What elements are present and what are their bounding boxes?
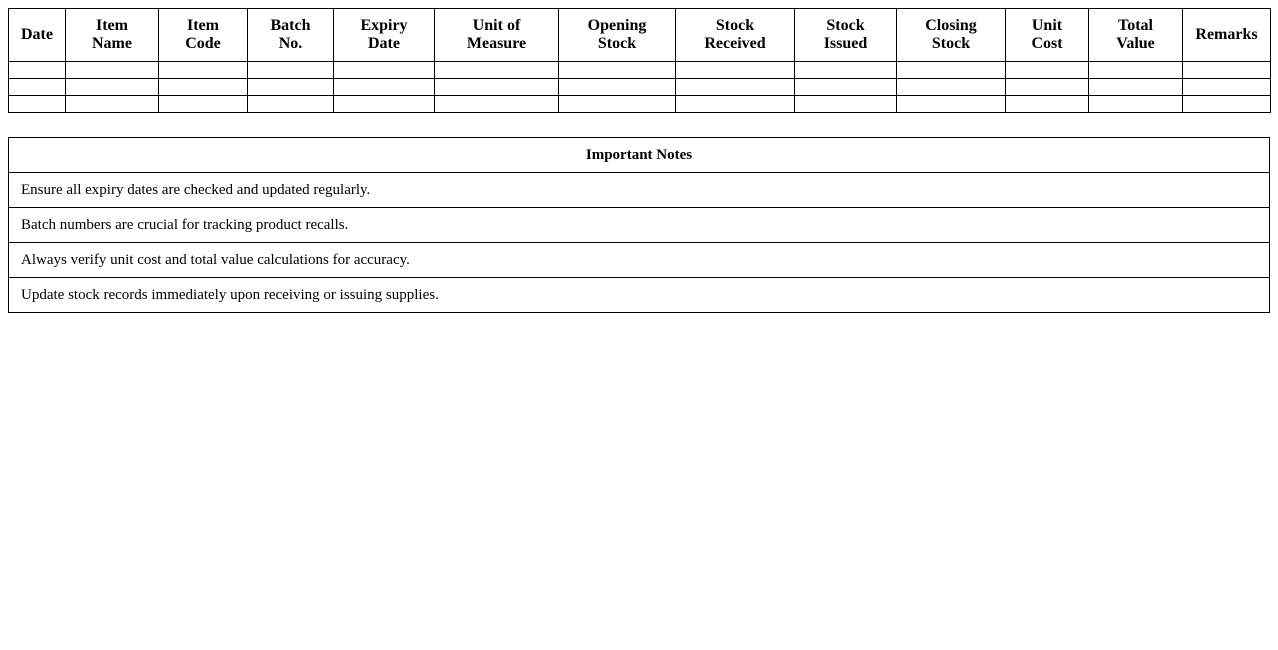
table-row <box>9 62 1271 79</box>
table-cell <box>248 79 334 96</box>
table-cell <box>66 62 159 79</box>
table-cell <box>1006 96 1089 113</box>
note-text: Ensure all expiry dates are checked and updated regularly. <box>9 173 1270 208</box>
table-cell <box>9 79 66 96</box>
table-cell <box>795 96 897 113</box>
table-cell <box>1183 62 1271 79</box>
note-text: Batch numbers are crucial for tracking product recalls. <box>9 208 1270 243</box>
header-date: Date <box>9 9 66 62</box>
table-cell <box>559 62 676 79</box>
header-closing-stock: Closing Stock <box>897 9 1006 62</box>
table-cell <box>435 96 559 113</box>
note-row <box>9 243 1270 278</box>
important-notes-table <box>8 137 1270 313</box>
table-cell <box>1006 79 1089 96</box>
table-cell <box>159 79 248 96</box>
note-text: Update stock records immediately upon receiving or issuing supplies. <box>9 278 1270 313</box>
header-row <box>9 9 1271 62</box>
note-row <box>9 278 1270 313</box>
table-cell <box>435 62 559 79</box>
table-cell <box>897 62 1006 79</box>
header-stock-issued: Stock Issued <box>795 9 897 62</box>
header-unit-of-measure: Unit of Measure <box>435 9 559 62</box>
table-cell <box>676 96 795 113</box>
table-cell <box>248 96 334 113</box>
table-cell <box>1089 79 1183 96</box>
table-cell <box>559 79 676 96</box>
header-opening-stock: Opening Stock <box>559 9 676 62</box>
header-item-code: Item Code <box>159 9 248 62</box>
note-row <box>9 208 1270 243</box>
table-cell <box>897 96 1006 113</box>
table-cell <box>795 79 897 96</box>
table-cell <box>334 62 435 79</box>
table-cell <box>1183 79 1271 96</box>
table-cell <box>559 96 676 113</box>
table-cell <box>159 62 248 79</box>
note-row <box>9 173 1270 208</box>
table-cell <box>676 62 795 79</box>
table-cell <box>1183 96 1271 113</box>
header-batch-no: Batch No. <box>248 9 334 62</box>
table-cell <box>9 62 66 79</box>
stock-table-body <box>9 62 1271 113</box>
table-cell <box>248 62 334 79</box>
table-cell <box>159 96 248 113</box>
table-cell <box>435 79 559 96</box>
table-cell <box>66 79 159 96</box>
table-row <box>9 96 1271 113</box>
table-cell <box>1089 62 1183 79</box>
header-stock-received: Stock Received <box>676 9 795 62</box>
header-total-value: Total Value <box>1089 9 1183 62</box>
header-remarks: Remarks <box>1183 9 1271 62</box>
table-cell <box>676 79 795 96</box>
note-text: Always verify unit cost and total value calculations for accuracy. <box>9 243 1270 278</box>
table-cell <box>897 79 1006 96</box>
table-cell <box>1006 62 1089 79</box>
table-cell <box>334 79 435 96</box>
header-item-name: Item Name <box>66 9 159 62</box>
table-cell <box>9 96 66 113</box>
table-cell <box>1089 96 1183 113</box>
stock-register-table <box>8 8 1271 113</box>
table-cell <box>795 62 897 79</box>
table-cell <box>66 96 159 113</box>
table-row <box>9 79 1271 96</box>
notes-header-row <box>9 138 1270 173</box>
header-unit-cost: Unit Cost <box>1006 9 1089 62</box>
notes-title: Important Notes <box>9 138 1270 173</box>
header-expiry-date: Expiry Date <box>334 9 435 62</box>
table-cell <box>334 96 435 113</box>
